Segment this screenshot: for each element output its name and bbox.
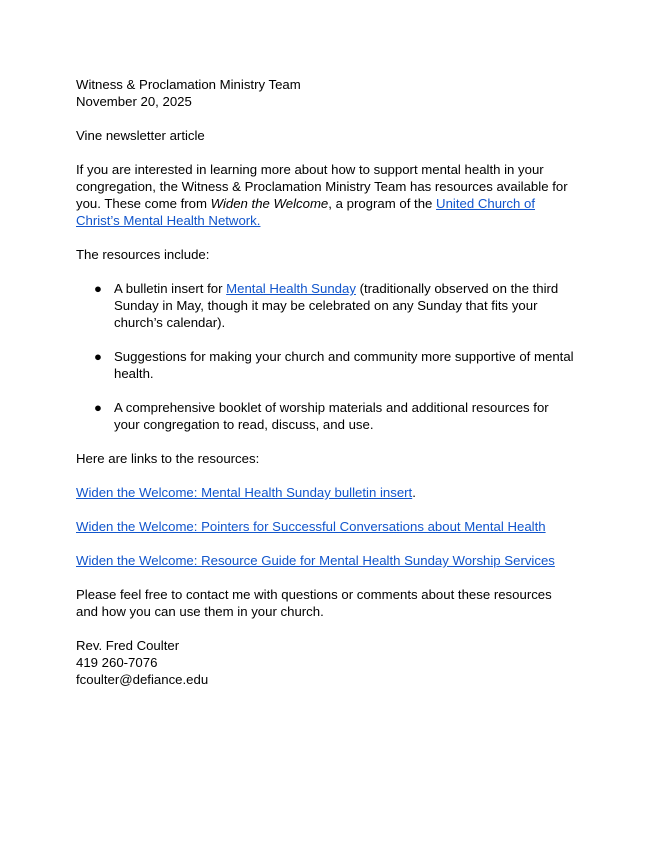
document-date: November 20, 2025: [76, 94, 192, 109]
team-name: Witness & Proclamation Ministry Team: [76, 77, 301, 92]
bullet-icon: ●: [94, 400, 102, 415]
resource-guide-link[interactable]: Widen the Welcome: Resource Guide for Mental Health Sunday Worship Services: [76, 553, 555, 568]
document-page: [76, 76, 576, 688]
program-name: Widen the Welcome: [210, 196, 329, 211]
bullet-icon: ●: [94, 281, 102, 296]
signature-email: fcoulter@defiance.edu: [76, 672, 209, 687]
list-item: [76, 399, 576, 433]
resource-text-after: (traditionally observed on the third Sunday in May, though it may be celebrated on any Sunday that fits your church’s calendar).: [114, 281, 559, 330]
link-paragraph: [76, 484, 576, 501]
bulletin-insert-link[interactable]: Widen the Welcome: Mental Health Sunday bulletin insert: [76, 485, 413, 500]
intro-paragraph: [76, 161, 576, 229]
resources-list: [76, 280, 576, 433]
intro-text-2: , a program of the: [328, 196, 437, 211]
list-item: [76, 348, 576, 382]
list-item: [76, 280, 576, 331]
resource-text: Suggestions for making your church and community more supportive of mental health.: [114, 349, 574, 381]
links-intro: Here are links to the resources:: [76, 451, 260, 466]
signature-name: Rev. Fred Coulter: [76, 638, 180, 653]
resource-text: A comprehensive booklet of worship materials and additional resources for your congregation to read, discuss, and use.: [114, 400, 549, 432]
signature-phone: 419 260-7076: [76, 655, 158, 670]
conversations-pointers-link[interactable]: Widen the Welcome: Pointers for Successful Conversations about Mental Health: [76, 519, 546, 534]
intro-text-1: If you are interested in learning more about how to support mental health in your congregation, the Witness & Proclamation Ministry Team has resources available for you. These come from: [76, 162, 568, 211]
resources-intro: The resources include:: [76, 247, 210, 262]
article-label: Vine newsletter article: [76, 128, 205, 143]
closing-paragraph: Please feel free to contact me with questions or comments about these resources and how you can use them in your church.: [76, 587, 552, 619]
link-paragraph: [76, 518, 576, 535]
bullet-icon: ●: [94, 349, 102, 364]
ucc-network-link[interactable]: United Church of Christ’s Mental Health Network.: [76, 196, 536, 228]
link-paragraph: [76, 552, 576, 569]
mental-health-sunday-link[interactable]: Mental Health Sunday: [226, 281, 356, 296]
link-suffix: .: [412, 485, 416, 500]
resource-text-before: A bulletin insert for: [114, 281, 227, 296]
